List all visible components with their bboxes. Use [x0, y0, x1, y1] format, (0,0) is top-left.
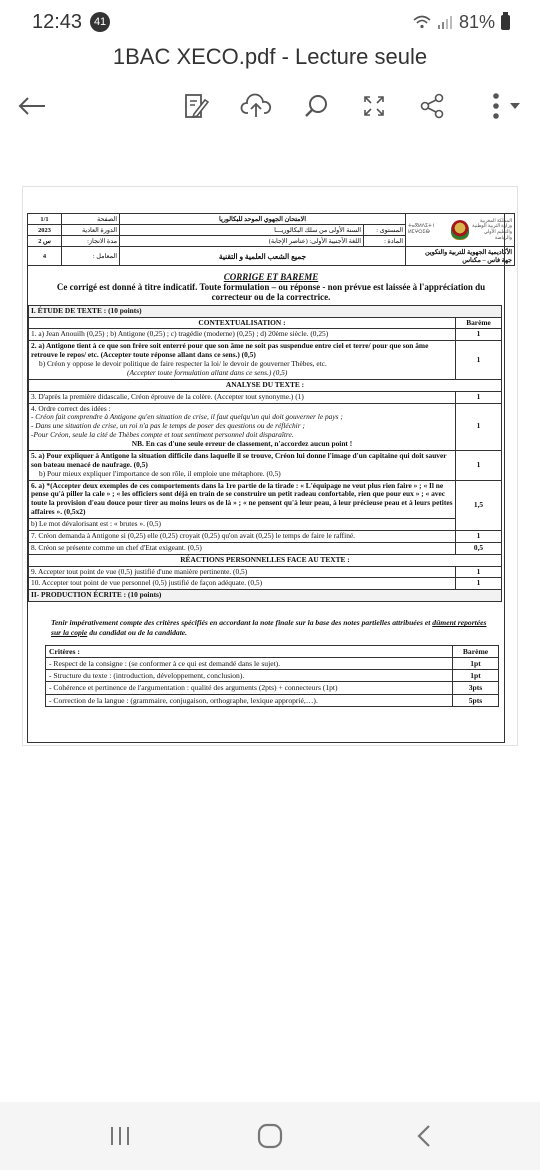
more-menu-button[interactable]: [476, 86, 528, 126]
reactions-heading: RÉACTIONS PERSONNELLES FACE AU TEXTE :: [29, 554, 502, 566]
question-10: 10. Accepter tout point de vue personnel (0,5) justifié de façon adéquate. (0,5): [29, 578, 456, 590]
question-5-b: b) Pour mieux expliquer l'importance de son rôle, il emploie une métaphore. (0,5): [39, 468, 281, 478]
question-5: [29, 450, 456, 480]
fullscreen-button[interactable]: [356, 86, 392, 126]
header-academy: الأكاديمية الجهوية للتربية والتكوين: [424, 249, 512, 256]
criteria-table: [45, 645, 499, 707]
search-button[interactable]: [298, 86, 334, 126]
signal-icon: [437, 15, 453, 29]
battery-percentage: 81%: [458, 11, 495, 32]
criteria-row: [46, 694, 499, 706]
home-button[interactable]: [240, 1116, 300, 1156]
header-academy-cell: [406, 247, 515, 266]
wifi-icon: [413, 15, 431, 29]
question-6-b: b) Le mot dévalorisant est : « brutes ». (0,5): [29, 518, 455, 529]
header-coef-label: المعامل :: [62, 247, 120, 266]
question-4-score: 1: [456, 403, 502, 450]
question-3: 3. D'après la première didascalie, Créon éprouve de la colère. (Accepter tout synonyme.) (1): [29, 391, 456, 403]
question-5-score: 1: [456, 450, 502, 480]
question-7-score: 1: [456, 530, 502, 542]
search-icon: [303, 93, 329, 119]
exam-header-table: [27, 213, 515, 266]
document-title: 1BAC XECO.pdf - Lecture seule: [112, 44, 428, 69]
header-page-label: الصفحة: [62, 214, 120, 225]
edit-document-button[interactable]: [178, 86, 214, 126]
toolbar: [0, 86, 540, 130]
header-logo-cell: [406, 214, 515, 247]
question-2-score: 1: [456, 341, 502, 380]
question-9-score: 1: [456, 566, 502, 578]
notification-count-badge: 41: [90, 12, 110, 32]
question-2-a: 2. a) Antigone tient à ce que son frère soit enterré pour que son âme ne soit pas suspendue entre ciel et terre/ pour que son âme retrouve le repos/ etc. (Accepter toute réponse allant dans ce sens.) (0,5): [31, 341, 429, 360]
question-4: [29, 403, 456, 450]
cloud-upload-icon: [240, 93, 272, 119]
pdf-page[interactable]: [22, 186, 518, 746]
question-3-score: 1: [456, 391, 502, 403]
question-2-b: b) Créon y oppose le devoir politique de faire respecter la loi/ le devoir de gouverner Thèbes, etc.: [39, 359, 327, 369]
back-arrow-icon: [17, 96, 47, 116]
criteria-text: - Cohérence et pertinence de l'argumentation : qualité des arguments (2pts) + connecteurs (1pt): [46, 682, 453, 694]
question-10-score: 1: [456, 578, 502, 590]
question-9: 9. Accepter tout point de vue (0,5) justifié d'une manière pertinente. (0,5): [29, 566, 456, 578]
share-icon: [419, 93, 445, 119]
battery-icon: [501, 15, 510, 30]
criteria-score: 5pts: [453, 694, 499, 706]
criteria-heading: Critères :: [46, 646, 453, 658]
share-button[interactable]: [414, 86, 450, 126]
header-ministry-ar: المملكة المغربية وزارة التربية الوطنية والتعليم الأولي والرياضة: [472, 218, 512, 241]
criteria-row: [46, 682, 499, 694]
header-region: جهة فاس – مكناس: [462, 257, 512, 264]
criteria-bareme-heading: Barème: [453, 646, 499, 658]
kingdom-emblem-icon: [451, 220, 469, 240]
corrige-intro: Ce corrigé est donné à titre indicatif. Toute formulation – ou réponse - non prévue est laissée à l'appréciation du correcteur ou de la correctrice.: [56, 282, 486, 303]
system-navigation-bar: [0, 1102, 540, 1170]
criteria-row: [46, 658, 499, 670]
criteria-row: [46, 670, 499, 682]
header-subject-value: اللغة الأجنبية الأولى: (عناصر الإجابة): [120, 236, 364, 247]
header-session: الدورة العادية: [62, 225, 120, 236]
question-2: [29, 341, 456, 380]
question-4-title: 4. Ordre correct des idées :: [31, 403, 111, 413]
question-6-score: 1,5: [456, 480, 502, 530]
header-duration-value: 2 س: [28, 236, 62, 247]
pdf-sheet: [27, 213, 515, 707]
status-bar: [0, 0, 540, 44]
edit-document-icon: [183, 92, 209, 120]
question-6-a: 6. a) *(Accepter deux exemples de ces comportements dans la 1re partie de la tirade : « L'équipage ne veut plus rien faire » ; « Il ne pense qu'à piller la cale » ; « les officiers sont déjà en train de se construire un petit radeau confortable, rien que pour eux » ; « avec toute la provision d'eau douce pour tirer au moins leurs os de là » ; « ne pensent qu'à leur peau, à leur précieuse peau et à leurs petites affaires ». (0,5x2): [31, 480, 453, 517]
more-menu-icon: [482, 91, 522, 121]
question-8: 8. Créon se présente comme un chef d'Etat exigeant. (0,5): [29, 542, 456, 554]
grading-table: [28, 305, 502, 603]
criteria-score: 1pt: [453, 658, 499, 670]
question-4-line-3: -Pour Créon, seule la cité de Thèbes compte et tout sentiment personnel doit disparaître.: [31, 430, 294, 440]
bareme-heading: Barème: [456, 317, 502, 329]
header-exam: الامتحان الجهوي الموحد للبكالوريا: [120, 214, 406, 225]
recent-apps-button[interactable]: [90, 1116, 150, 1156]
criteria-text: - Structure du texte : (introduction, développement, conclusion).: [46, 670, 453, 682]
header-page-value: 1/1: [28, 214, 62, 225]
production-instruction: [27, 602, 515, 643]
status-indicators: [413, 12, 510, 33]
question-7: 7. Créon demanda à Antigone si (0,25) elle (0,25) croyait (0,25) qu'on avait (0,25) le temps de faire le raffiné.: [29, 530, 456, 542]
cloud-upload-button[interactable]: [238, 86, 274, 126]
header-year: 2023: [28, 225, 62, 236]
header-subject-label: المادة :: [364, 236, 406, 247]
back-button[interactable]: [394, 1116, 454, 1156]
instruction-part-a: Tenir impérativement compte des critères spécifiés en accordant la note finale sur la base des notes partielles attribuées et: [51, 618, 433, 628]
status-time: 12:43: [32, 10, 83, 33]
criteria-score: 1pt: [453, 670, 499, 682]
header-duration-label: مدة الانجاز:: [62, 236, 120, 247]
back-arrow-button[interactable]: [10, 86, 54, 126]
criteria-text: - Respect de la consigne : (se conformer à ce qui est demandé dans le sujet).: [46, 658, 453, 670]
header-ministry-fr: ⵜⴰⴳⵍⴷⵉⵜ ⵏ ⵍⵎⵖⵔⵉⴱ: [408, 224, 435, 235]
fullscreen-icon: [362, 94, 386, 118]
section-etude-de-texte: I. ÉTUDE DE TEXTE : (10 points): [29, 305, 502, 317]
criteria-text: - Correction de la langue : (grammaire, conjugaison, orthographe, lexique approprié,…).: [46, 694, 453, 706]
section-production-ecrite: II- PRODUCTION ÉCRITE : (10 points): [29, 590, 502, 602]
question-4-nb: NB. En cas d'une seule erreur de classement, n'accordez aucun point !: [131, 439, 353, 449]
analyse-heading: ANALYSE DU TEXTE :: [29, 379, 502, 391]
instruction-underlined: dûment reportées sur la copie: [51, 618, 487, 637]
home-icon: [257, 1123, 283, 1149]
criteria-score: 3pts: [453, 682, 499, 694]
recent-apps-icon: [109, 1126, 131, 1146]
back-icon: [416, 1124, 432, 1148]
instruction-part-b: du candidat ou de la candidate.: [87, 627, 188, 637]
question-1: 1. a) Jean Anouilh (0,25) ; b) Antigone (0,25) ; c) tragédie (moderne) (0,25) ; d) 20ème siècle. (0,25): [29, 329, 456, 341]
question-4-line-2: - Dans une situation de crise, un roi n'a pas le temps de poser des questions ou de réfléchir ;: [31, 421, 305, 431]
question-1-score: 1: [456, 329, 502, 341]
question-6: [29, 480, 456, 530]
question-4-line-1: - Créon fait comprendre à Antigone qu'en situation de crise, il faut quelqu'un qui doit gouverner le pays ;: [31, 412, 343, 422]
header-level-value: السنة الأولى من سلك البكالوريـــا: [120, 225, 364, 236]
header-level-label: المستوى :: [364, 225, 406, 236]
header-coef-value: 4: [28, 247, 62, 266]
question-2-b-note: (Accepter toute formulation allant dans ce sens.) (0,5): [127, 367, 288, 377]
corrige-title: CORRIGE ET BAREME: [223, 272, 319, 282]
header-branches: جميع الشعب العلمية و التقنية: [120, 247, 406, 266]
question-5-a: 5. a) Pour expliquer à Antigone la situation difficile dans laquelle il se trouve, Créon lui donne l'image d'un capitaine qui doit sauver son bateau menacé de naufrage. (0,5): [31, 450, 447, 469]
question-8-score: 0,5: [456, 542, 502, 554]
contextualisation-heading: CONTEXTUALISATION :: [29, 317, 456, 329]
